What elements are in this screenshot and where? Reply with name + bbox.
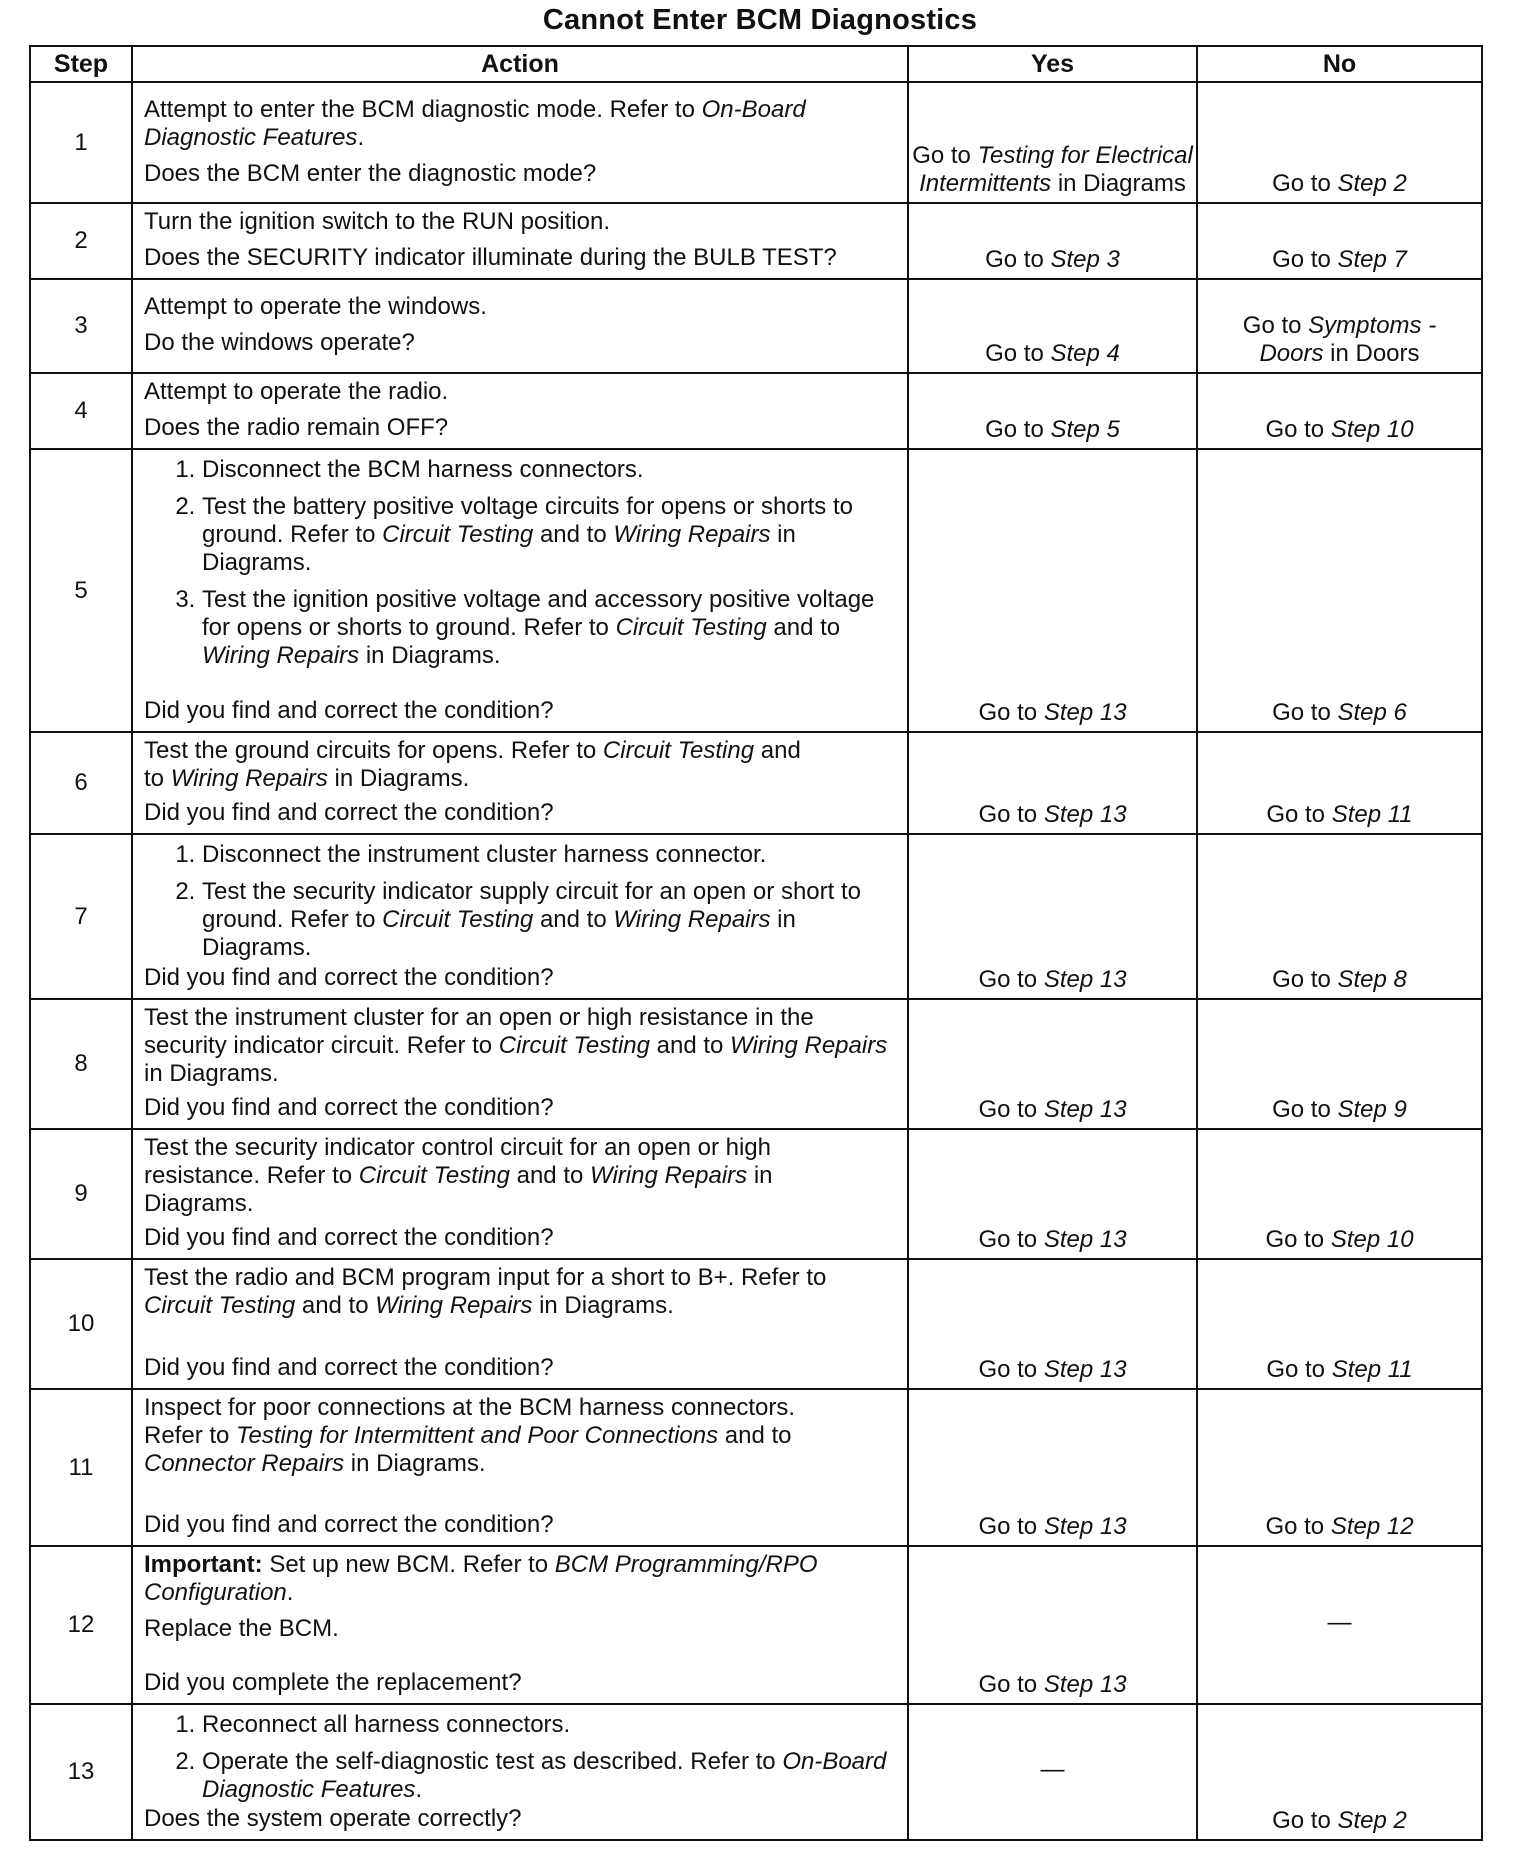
diagnostic-table — [29, 45, 1483, 1841]
no-cell: — — [1197, 1546, 1482, 1704]
table-row — [30, 279, 1482, 373]
action-cell: 1. Reconnect all harness connectors. 2. Operate the self-diagnostic test as described. Refer to On-Board Diagnostic Features. Does the system operate correctly? — [132, 1704, 908, 1840]
yes-cell: Go to Step 13 — [908, 449, 1197, 732]
action-cell: Inspect for poor connections at the BCM harness connectors. Refer to Testing for Intermittent and Poor Connections and to Connector Repairs in Diagrams. Did you find and correct the condition? — [132, 1389, 908, 1546]
action-cell: 1. Disconnect the BCM harness connectors. 2. Test the battery positive voltage circuits for opens or shorts to ground. Refer to Circuit Testing and to Wiring Repairs in Diagrams. 3. Test the ignition positive voltage and accessory positive voltage for opens or shorts to ground. Refer to Circuit Testing and to Wiring Repairs in Diagrams. Did you find and correct the condition? — [132, 449, 908, 732]
step-number: 13 — [30, 1704, 132, 1840]
no-cell: Go to Step 9 — [1197, 999, 1482, 1129]
yes-cell: Go to Step 13 — [908, 1546, 1197, 1704]
yes-cell: Go to Step 13 — [908, 1129, 1197, 1259]
yes-cell: Go to Step 4 — [908, 279, 1197, 373]
action-cell: Important: Set up new BCM. Refer to BCM Programming/RPO Configuration. Replace the BCM. Did you complete the replacement? — [132, 1546, 908, 1704]
step-number: 6 — [30, 732, 132, 834]
no-cell: Go to Step 2 — [1197, 1704, 1482, 1840]
action-cell: Test the radio and BCM program input for a short to B+. Refer to Circuit Testing and to Wiring Repairs in Diagrams. Did you find and correct the condition? — [132, 1259, 908, 1389]
header-no: No — [1197, 46, 1482, 82]
table-row — [30, 1704, 1482, 1840]
list-item: 2. Operate the self-diagnostic test as described. Refer to On-Board Diagnostic Features. — [202, 1748, 899, 1804]
list-item: 2. Test the battery positive voltage circuits for opens or shorts to ground. Refer to Circuit Testing and to Wiring Repairs in Diagrams. — [202, 493, 899, 577]
header-step: Step — [30, 46, 132, 82]
table-row — [30, 203, 1482, 279]
list-item: 3. Test the ignition positive voltage and accessory positive voltage for opens or shorts to ground. Refer to Circuit Testing and to Wiring Repairs in Diagrams. — [202, 586, 899, 670]
important-label: Important: — [144, 1551, 263, 1578]
no-cell: Go to Step 10 — [1197, 373, 1482, 449]
no-cell: Go to Step 10 — [1197, 1129, 1482, 1259]
action-cell: Attempt to enter the BCM diagnostic mode. Refer to On-Board Diagnostic Features. Does the BCM enter the diagnostic mode? — [132, 82, 908, 203]
yes-cell: Go to Step 13 — [908, 1389, 1197, 1546]
step-number: 12 — [30, 1546, 132, 1704]
yes-cell: Go to Step 13 — [908, 999, 1197, 1129]
table-row — [30, 1129, 1482, 1259]
action-cell: Test the instrument cluster for an open or high resistance in the security indicator circuit. Refer to Circuit Testing and to Wiring Repairs in Diagrams. Did you find and correct the condition? — [132, 999, 908, 1129]
table-row — [30, 449, 1482, 732]
action-cell: Turn the ignition switch to the RUN position. Does the SECURITY indicator illuminate during the BULB TEST? — [132, 203, 908, 279]
step-number: 8 — [30, 999, 132, 1129]
yes-cell: — — [908, 1704, 1197, 1840]
action-cell: Test the ground circuits for opens. Refer to Circuit Testing and to Wiring Repairs in Diagrams. Did you find and correct the condition? — [132, 732, 908, 834]
table-row — [30, 1389, 1482, 1546]
table-row — [30, 1259, 1482, 1389]
no-cell: Go to Step 12 — [1197, 1389, 1482, 1546]
yes-cell: Go to Testing for Electrical Intermittents in Diagrams — [908, 82, 1197, 203]
page-title: Cannot Enter BCM Diagnostics — [542, 4, 978, 36]
table-row — [30, 82, 1482, 203]
header-yes: Yes — [908, 46, 1197, 82]
list-item: 1. Reconnect all harness connectors. — [202, 1711, 899, 1739]
list-item: 2. Test the security indicator supply circuit for an open or short to ground. Refer to Circuit Testing and to Wiring Repairs in Diagrams. — [202, 878, 899, 962]
table-row — [30, 1546, 1482, 1704]
step-number: 3 — [30, 279, 132, 373]
table-row — [30, 732, 1482, 834]
no-cell: Go to Step 8 — [1197, 834, 1482, 999]
step-number: 2 — [30, 203, 132, 279]
action-cell: Test the security indicator control circuit for an open or high resistance. Refer to Circuit Testing and to Wiring Repairs in Diagrams. Did you find and correct the condition? — [132, 1129, 908, 1259]
no-cell: Go to Step 11 — [1197, 1259, 1482, 1389]
no-cell: Go to Symptoms - Doors in Doors — [1197, 279, 1482, 373]
table-row — [30, 999, 1482, 1129]
header-row — [30, 46, 1482, 82]
no-cell: Go to Step 11 — [1197, 732, 1482, 834]
action-cell: Attempt to operate the windows. Do the windows operate? — [132, 279, 908, 373]
table-row — [30, 373, 1482, 449]
action-cell: Attempt to operate the radio. Does the radio remain OFF? — [132, 373, 908, 449]
step-number: 7 — [30, 834, 132, 999]
yes-cell: Go to Step 5 — [908, 373, 1197, 449]
step-number: 11 — [30, 1389, 132, 1546]
table-row — [30, 834, 1482, 999]
step-number: 9 — [30, 1129, 132, 1259]
step-number: 5 — [30, 449, 132, 732]
yes-cell: Go to Step 13 — [908, 1259, 1197, 1389]
yes-cell: Go to Step 13 — [908, 834, 1197, 999]
step-number: 4 — [30, 373, 132, 449]
action-cell: 1. Disconnect the instrument cluster harness connector. 2. Test the security indicator supply circuit for an open or short to ground. Refer to Circuit Testing and to Wiring Repairs in Diagrams. Did you find and correct the condition? — [132, 834, 908, 999]
yes-cell: Go to Step 3 — [908, 203, 1197, 279]
yes-cell: Go to Step 13 — [908, 732, 1197, 834]
no-cell: Go to Step 2 — [1197, 82, 1482, 203]
step-number: 1 — [30, 82, 132, 203]
no-cell: Go to Step 6 — [1197, 449, 1482, 732]
list-item: 1. Disconnect the instrument cluster harness connector. — [202, 841, 899, 869]
no-cell: Go to Step 7 — [1197, 203, 1482, 279]
step-number: 10 — [30, 1259, 132, 1389]
list-item: 1. Disconnect the BCM harness connectors. — [202, 456, 899, 484]
header-action: Action — [132, 46, 908, 82]
